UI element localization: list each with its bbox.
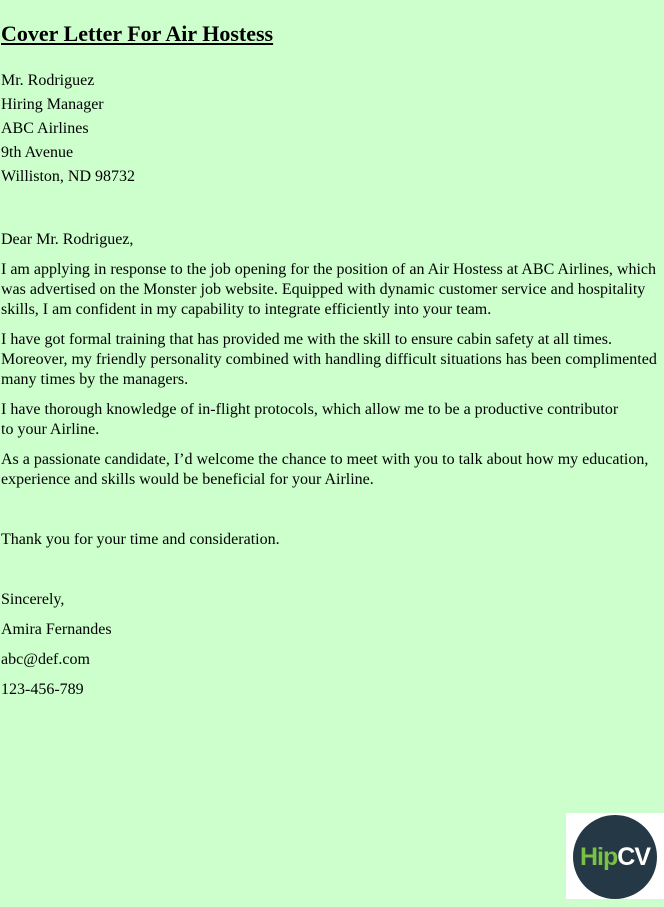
sender-phone: 123-456-789 <box>1 681 84 698</box>
closing-thanks: Thank you for your time and consideration. <box>1 531 280 548</box>
sender-email: abc@def.com <box>1 651 90 668</box>
recipient-name: Mr. Rodriguez <box>1 72 95 89</box>
recipient-street: 9th Avenue <box>1 144 74 161</box>
greeting: Dear Mr. Rodriguez, <box>1 231 134 248</box>
hipcv-logo <box>566 813 664 899</box>
body-paragraph-2: I have got formal training that has provided me with the skill to ensure cabin safety at all times. Moreover, my friendly personality combined with handling difficult situations has been complimented many times by the managers. <box>1 331 657 388</box>
recipient-city: Williston, ND 98732 <box>1 168 136 185</box>
letter-title: Cover Letter For Air Hostess <box>1 21 274 46</box>
logo-text-cv: CV <box>617 842 650 871</box>
logo-text-hip: Hip <box>579 842 618 871</box>
body-paragraph-1: I am applying in response to the job opening for the position of an Air Hostess at ABC Airlines, which was advertised on the Monster job website. Equipped with dynamic customer service and hospitality skills, I am confident in my capability to integrate efficiently into your team. <box>1 261 657 318</box>
sender-name: Amira Fernandes <box>1 621 112 638</box>
recipient-address <box>1 69 135 189</box>
body-paragraph-4: As a passionate candidate, I’d welcome the chance to meet with you to talk about how my education, experience and skills would be beneficial for your Airline. <box>1 451 649 488</box>
recipient-position: Hiring Manager <box>1 96 104 113</box>
body-paragraph-3: I have thorough knowledge of in-flight protocols, which allow me to be a productive contributor to your Airline. <box>1 401 619 438</box>
recipient-company: ABC Airlines <box>1 120 89 137</box>
signoff: Sincerely, <box>1 591 65 608</box>
logo-circle <box>573 815 657 899</box>
